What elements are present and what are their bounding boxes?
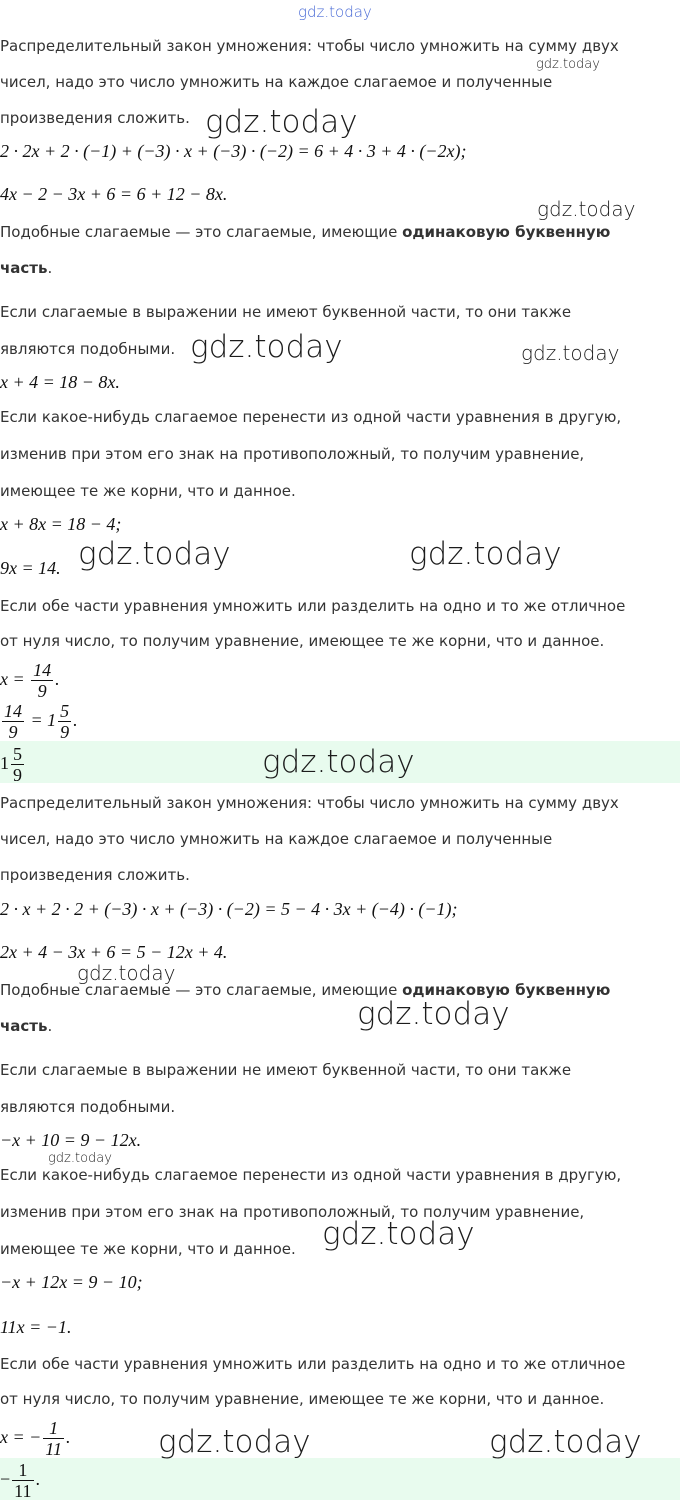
like-terms-2-definition-line-2 bbox=[0, 1016, 52, 1036]
watermark: gdz.today bbox=[205, 104, 358, 140]
watermark: gdz.today bbox=[322, 1216, 475, 1252]
divide-rule-2-line-1: Если обе части уравнения умножить или разделить на одно и то же отличное bbox=[0, 1355, 626, 1373]
like-terms-2-bold-2: часть bbox=[0, 1017, 48, 1035]
like-terms-definition-line-2 bbox=[0, 258, 52, 278]
transfer-rule-2-line-2: изменив при этом его знак на противоположный, то получим уравнение, bbox=[0, 1203, 585, 1221]
watermark: gdz.today bbox=[536, 57, 600, 72]
equation-2-combined: 11x = −1. bbox=[0, 1317, 72, 1337]
equation-solution bbox=[0, 656, 60, 702]
improper-numerator: 14 bbox=[4, 701, 22, 722]
answer-band-2 bbox=[0, 1458, 680, 1500]
watermark: gdz.today bbox=[409, 536, 562, 572]
equation-collected: x + 4 = 18 − 8x. bbox=[0, 372, 120, 392]
distributive-rule-2-line-1: Распределительный закон умножения: чтобы число умножить на сумму двух bbox=[0, 794, 619, 812]
watermark: gdz.today bbox=[262, 744, 415, 780]
equation-2-transferred: −x + 12x = 9 − 10; bbox=[0, 1272, 143, 1292]
like-terms-definition-line-1 bbox=[0, 222, 610, 242]
watermark: gdz.today bbox=[537, 197, 636, 221]
distributive-rule-line-2: чисел, надо это число умножить на каждое слагаемое и полученные bbox=[0, 73, 553, 91]
like-terms-text: Подобные слагаемые — это слагаемые, имеющие bbox=[0, 223, 403, 241]
solution-lhs: x = bbox=[0, 669, 30, 689]
equation-2-collected: −x + 10 = 9 − 12x. bbox=[0, 1130, 142, 1150]
solution-2-lhs: x = − bbox=[0, 1427, 42, 1447]
solution-numerator: 14 bbox=[33, 660, 52, 681]
watermark: gdz.today bbox=[489, 1424, 642, 1460]
answer-2-period: . bbox=[35, 1469, 40, 1489]
watermark: gdz.today bbox=[48, 1151, 112, 1166]
equation-transferred: x + 8x = 18 − 4; bbox=[0, 514, 122, 534]
transfer-rule-line-2: изменив при этом его знак на противоположный, то получим уравнение, bbox=[0, 445, 585, 463]
answer-2-numerator: 1 bbox=[12, 1460, 33, 1481]
like-terms-bold-2: часть bbox=[0, 259, 48, 277]
solution-period: . bbox=[55, 669, 60, 689]
distributive-rule-2-line-3: произведения сложить. bbox=[0, 866, 190, 884]
equation-combined: 9x = 14. bbox=[0, 558, 61, 578]
answer-2-denominator: 11 bbox=[14, 1481, 32, 1502]
like-terms-2-bold: одинаковую буквенную bbox=[402, 981, 611, 999]
transfer-rule-line-3: имеющее те же корни, что и данное. bbox=[0, 482, 296, 500]
solution-fraction bbox=[31, 660, 53, 701]
like-terms-2-note-line-1: Если слагаемые в выражении не имеют буквенной части, то они также bbox=[0, 1061, 572, 1079]
transfer-rule-line-1: Если какое-нибудь слагаемое перенести из одной части уравнения в другую, bbox=[0, 408, 622, 426]
transfer-rule-2-line-1: Если какое-нибудь слагаемое перенести из одной части уравнения в другую, bbox=[0, 1166, 622, 1184]
like-terms-2-text: Подобные слагаемые — это слагаемые, имеющие bbox=[0, 981, 403, 999]
answer-2-fraction bbox=[12, 1460, 33, 1501]
distributive-rule-line-1: Распределительный закон умножения: чтобы число умножить на сумму двух bbox=[0, 37, 619, 55]
equation-2-simplified: 2x + 4 − 3x + 6 = 5 − 12x + 4. bbox=[0, 942, 228, 962]
improper-denominator: 9 bbox=[8, 722, 18, 743]
solution-2-fraction bbox=[43, 1418, 64, 1459]
answer-2-sign: − bbox=[0, 1469, 11, 1489]
like-terms-bold: одинаковую буквенную bbox=[402, 223, 611, 241]
answer-1-fraction bbox=[11, 744, 24, 785]
like-terms-2-period: . bbox=[47, 1017, 53, 1035]
transfer-rule-2-line-3: имеющее те же корни, что и данное. bbox=[0, 1240, 296, 1258]
distributive-rule-2-line-2: чисел, надо это число умножить на каждое слагаемое и полученные bbox=[0, 830, 553, 848]
divide-rule-line-1: Если обе части уравнения умножить или разделить на одно и то же отличное bbox=[0, 597, 626, 615]
like-terms-2-note-line-2: являются подобными. bbox=[0, 1098, 176, 1116]
answer-1-denominator: 9 bbox=[13, 765, 22, 786]
equation-2-solution bbox=[0, 1414, 70, 1460]
solution-2-denominator: 11 bbox=[45, 1439, 62, 1460]
distributive-rule-line-3: произведения сложить. bbox=[0, 109, 190, 127]
improper-fraction bbox=[2, 701, 24, 742]
solution-denominator: 9 bbox=[37, 681, 47, 702]
mixed-equals: = 1 bbox=[26, 710, 57, 730]
equation-simplified: 4x − 2 − 3x + 6 = 6 + 12 − 8x. bbox=[0, 184, 228, 204]
like-terms-period: . bbox=[47, 259, 53, 277]
watermark: gdz.today bbox=[357, 996, 510, 1032]
watermark-top: gdz.today bbox=[298, 3, 372, 21]
solution-2-period: . bbox=[65, 1427, 71, 1447]
equation-2-expanded: 2 · x + 2 · 2 + (−3) · x + (−3) · (−2) = 5 − 4 · 3x + (−4) · (−1); bbox=[0, 899, 458, 919]
like-terms-note-line-2: являются подобными. bbox=[0, 340, 176, 358]
watermark: gdz.today bbox=[521, 341, 620, 365]
answer-1-whole: 1 bbox=[0, 753, 9, 773]
equation-expanded: 2 · 2x + 2 · (−1) + (−3) · x + (−3) · (−2) = 6 + 4 · 3 + 4 · (−2x); bbox=[0, 141, 467, 161]
watermark: gdz.today bbox=[190, 329, 343, 365]
mixed-numerator: 5 bbox=[60, 701, 70, 722]
divide-rule-2-line-2: от нуля число, то получим уравнение, имеющее те же корни, что и данное. bbox=[0, 1390, 605, 1408]
mixed-fraction bbox=[58, 701, 71, 742]
answer-2 bbox=[0, 1456, 40, 1502]
watermark: gdz.today bbox=[158, 1424, 311, 1460]
watermark: gdz.today bbox=[77, 961, 176, 985]
mixed-period: . bbox=[73, 710, 78, 730]
divide-rule-line-2: от нуля число, то получим уравнение, имеющее те же корни, что и данное. bbox=[0, 632, 605, 650]
answer-1-numerator: 5 bbox=[13, 744, 22, 765]
solution-2-numerator: 1 bbox=[43, 1418, 64, 1439]
answer-1 bbox=[0, 740, 26, 786]
equation-mixed-number bbox=[0, 697, 78, 743]
mixed-denominator: 9 bbox=[60, 722, 70, 743]
like-terms-note-line-1: Если слагаемые в выражении не имеют буквенной части, то они также bbox=[0, 303, 572, 321]
watermark: gdz.today bbox=[78, 536, 231, 572]
